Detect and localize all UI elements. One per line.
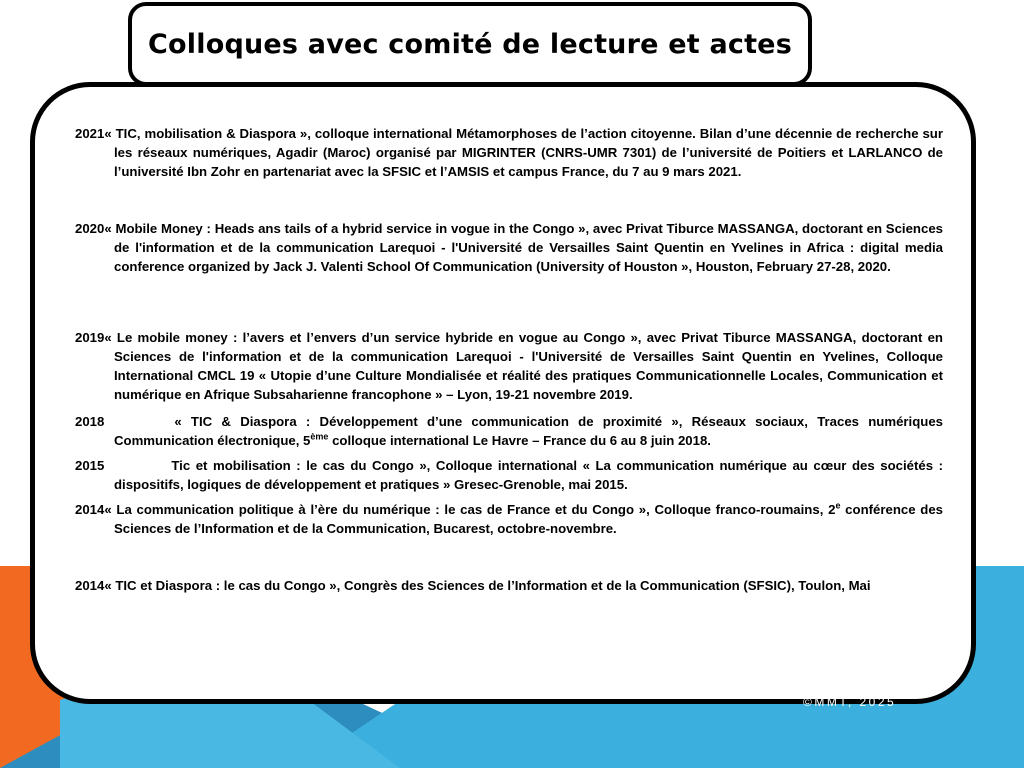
entry-year: 2014 [75,502,105,517]
entry-year: 2020 [75,221,105,236]
entry-year: 2019 [75,330,105,345]
list-item [75,412,943,450]
entry-text: « TIC et Diaspora : le cas du Congo », Congrès des Sciences de l’Information et de la Communication (SFSIC), Toulon, Mai [104,578,871,593]
list-item [75,500,943,538]
entry-year: 2021 [75,126,105,141]
entry-text: « TIC, mobilisation & Diaspora », colloque international Métamorphoses de l’action citoyenne. Bilan d’une décennie de recherche sur les réseaux numériques, Agadir (Maroc) organisé par MIGRINTER (CNRS-UMR 7301) de l’université de Poitiers et LARLANCO de l’université Ibn Zohr en partenariat avec la SFSIC et l’AMSIS et campus France, du 7 au 9 mars 2021. [104,126,943,179]
entry-text: « Le mobile money : l’avers et l’envers d’un service hybride en vogue au Congo », avec Privat Tiburce MASSANGA, doctorant en Sciences de l'information et de la communication Larequoi - l'Université de Versailles Saint Quentin en Yvelines, Colloque International CMCL 19 « Utopie d’une Culture Mondialisée et réalité des pratiques Communicationnelle Locales, Communication et numérique en Afrique Subsaharienne francophone » – Lyon, 19-21 novembre 2019. [104,330,943,402]
entry-year: 2015 [75,458,105,473]
list-item [75,219,943,276]
content-box [30,82,976,704]
list-item [75,328,943,404]
list-item [75,124,943,181]
entry-superscript: e [835,500,841,511]
entry-year: 2014 [75,578,105,593]
entry-text: « Mobile Money : Heads ans tails of a hybrid service in vogue in the Congo », avec Privat Tiburce MASSANGA, doctorant en Sciences de l'information et de la communication Larequoi - l'Université de Versailles Saint Quentin en Yvelines in Africa : digital media conference organized by Jack J. Valenti School Of Communication (University of Houston », Houston, February 27-28, 2020. [104,221,943,274]
title-box [128,2,812,86]
entry-superscript: ème [310,431,329,442]
entry-text: « La communication politique à l’ère du numérique : le cas de France et du Congo », Colloque franco-roumains, 2 [104,502,836,517]
copyright-footer: ©MMT, 2025 [803,695,897,709]
entry-text: « TIC & Diaspora : Développement d’une communication de proximité », Réseaux sociaux, Traces numériques Communication électronique, 5 [114,414,943,448]
slide-title: Colloques avec comité de lecture et actes [148,28,792,60]
entry-year: 2018 [75,414,105,429]
list-item [75,456,943,494]
list-item [75,576,943,595]
entry-text: Tic et mobilisation : le cas du Congo », Colloque international « La communication numérique au cœur des sociétés : dispositifs, logiques de développement et pratiques » Gresec-Grenoble, mai 2015. [114,458,943,492]
entry-text: colloque international Le Havre – France du 6 au 8 juin 2018. [328,433,711,448]
entry-text: conférence des Sciences de l’Information et de la Communication, Bucarest, octobre-novembre. [114,502,944,536]
entry-list [75,124,943,595]
